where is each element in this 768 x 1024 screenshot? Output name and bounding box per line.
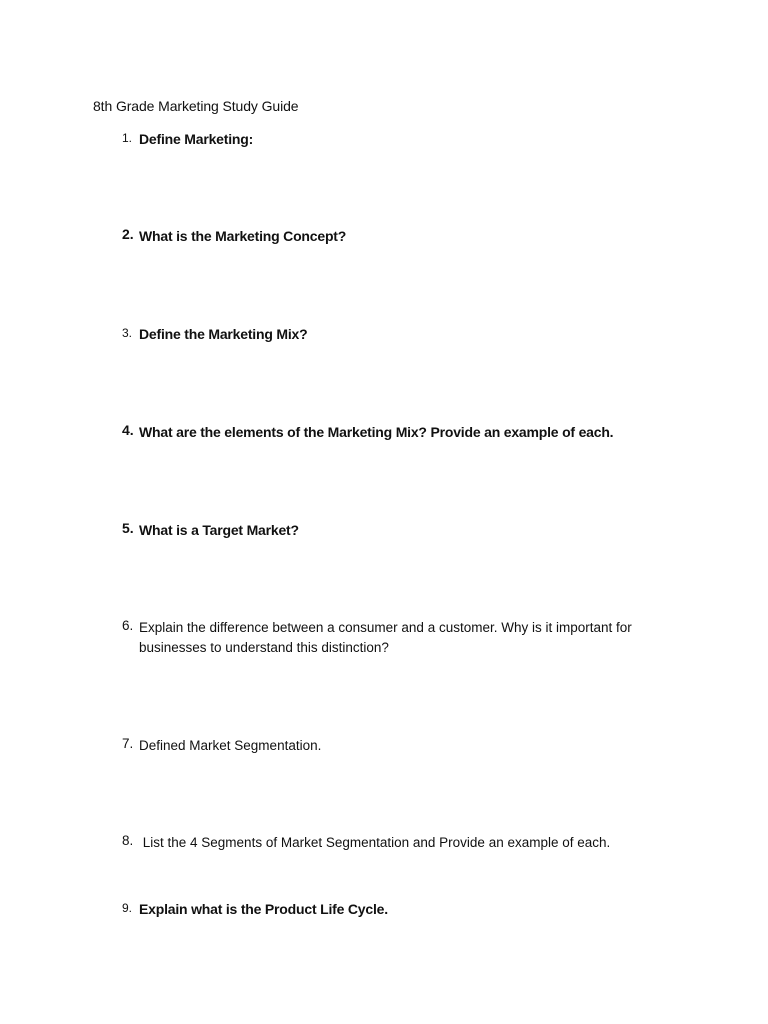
question-text: Defined Market Segmentation. <box>139 738 322 753</box>
question-number: 3. <box>122 326 133 340</box>
question-number: 2. <box>122 226 134 242</box>
question-number: 9. <box>122 901 133 915</box>
question-number: 1. <box>122 131 133 145</box>
question-text: Explain the difference between a consumer and a customer. Why is it important for businesses to understand this distinction? <box>139 620 632 655</box>
question-number: 8. <box>122 833 134 848</box>
question-text: What is a Target Market? <box>139 522 299 538</box>
document-title: 8th Grade Marketing Study Guide <box>93 98 299 114</box>
question-number: 7. <box>122 736 134 751</box>
question-text: Define Marketing: <box>139 131 254 147</box>
question-text: What is the Marketing Concept? <box>139 228 347 244</box>
question-text: List the 4 Segments of Market Segmentation and Provide an example of each. <box>139 835 611 850</box>
question-number: 4. <box>122 422 134 438</box>
question-number: 5. <box>122 520 134 536</box>
question-text: Define the Marketing Mix? <box>139 326 308 342</box>
question-text: Explain what is the Product Life Cycle. <box>139 901 388 917</box>
question-number: 6. <box>122 618 134 633</box>
question-text: What are the elements of the Marketing Mix? Provide an example of each. <box>139 424 614 440</box>
